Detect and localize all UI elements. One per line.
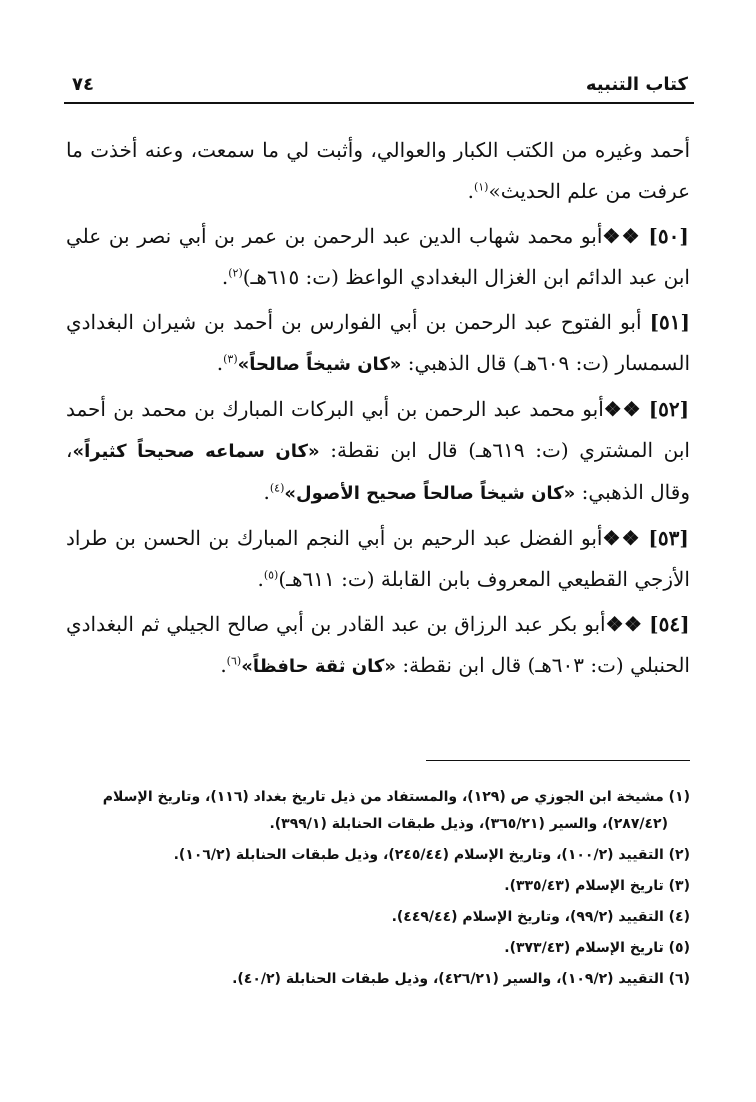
entry-text: أبو محمد عبد الرحمن بن أبي البركات المبارك بن محمد بن أحمد ابن المشتري (ت: ٦١٩هـ) قال ابن نقطة: bbox=[66, 397, 690, 462]
entry-quote: «كان شيخاً صالحاً» bbox=[237, 354, 402, 375]
entry-quote-second: «كان شيخاً صالحاً صحيح الأصول» bbox=[284, 483, 576, 504]
diamond-ornament-icon: ❖❖ bbox=[605, 612, 643, 636]
entry-quote: «كان سماعه صحيحاً كثيراً» bbox=[72, 441, 320, 462]
entry-text: أبو الفضل عبد الرحيم بن أبي النجم المبارك بن الحسن بن طراد الأزجي القطيعي المعروف بابن القابلة (ت: ٦١١هـ) bbox=[66, 526, 690, 591]
entry-text-continued: ، وقال الذهبي: bbox=[66, 438, 690, 504]
header-divider bbox=[64, 102, 694, 104]
footnote-ref: (٣) bbox=[223, 352, 238, 366]
footnote-number: (٢) bbox=[668, 847, 690, 863]
entry-52: [٥٢] ❖❖أبو محمد عبد الرحمن بن أبي البركات المبارك بن محمد بن أحمد ابن المشتري (ت: ٦١٩هـ) قال ابن نقطة: «كان سماعه صحيحاً كثيراً»، وقال الذهبي: «كان شيخاً صالحاً صحيح الأصول»$^{(٤)}$. bbox=[66, 397, 690, 504]
footnote-number: (٥) bbox=[668, 940, 690, 956]
footnote-text-continued: (٢٨٧/٤٢)، والسير (٣٦٥/٢١)، وذيل طبقات الحنابلة (٣٩٩/١). bbox=[269, 816, 668, 832]
intro-paragraph: أحمد وغيره من الكتب الكبار والعوالي، وأثبت لي ما سمعت، وعنه أخذت ما عرفت من علم الحديث»$^{(١)}$. bbox=[66, 138, 690, 203]
footnote-number: (٤) bbox=[668, 909, 690, 925]
entry-quote: «كان ثقة حافظاً» bbox=[241, 656, 397, 677]
entry-51: [٥١] أبو الفتوح عبد الرحمن بن أبي الفوارس بن أحمد بن شيران البغدادي السمسار (ت: ٦٠٩هـ) قال الذهبي: «كان شيخاً صالحاً»$^{(٣)}$. bbox=[66, 310, 690, 375]
entry-text: أبو بكر عبد الرزاق بن عبد القادر بن أبي صالح الجيلي ثم البغدادي الحنبلي (ت: ٦٠٣هـ) قال ابن نقطة: bbox=[66, 612, 690, 677]
footnote-text: مشيخة ابن الجوزي ص (١٢٩)، والمستفاد من ذيل تاريخ بغداد (١١٦)، وتاريخ الإسلام bbox=[102, 789, 664, 805]
diamond-ornament-icon: ❖❖ bbox=[603, 397, 642, 421]
entry-53: [٥٣] ❖❖أبو الفضل عبد الرحيم بن أبي النجم المبارك بن الحسن بن طراد الأزجي القطيعي المعروف بابن القابلة (ت: ٦١١هـ)$^{(٥)}$. bbox=[66, 526, 690, 591]
entry-number: [٥٠] bbox=[648, 224, 689, 248]
footnote-text: التقييد (١٠٠/٢)، وتاريخ الإسلام (٢٤٥/٤٤)، وذيل طبقات الحنابلة (١٠٦/٢). bbox=[173, 847, 664, 863]
footnotes-section bbox=[70, 784, 690, 997]
footnote-ref: (١) bbox=[473, 180, 489, 194]
footnote-divider bbox=[426, 760, 690, 761]
footnote-number: (٣) bbox=[668, 878, 690, 894]
diamond-ornament-icon: ❖❖ bbox=[602, 224, 641, 248]
entry-text: أبو محمد شهاب الدين عبد الرحمن بن عمر بن أبي نصر بن علي ابن عبد الدائم ابن الغزال البغدادي الواعظ (ت: ٦١٥هـ) bbox=[66, 224, 690, 289]
intro-text: أحمد وغيره من الكتب الكبار والعوالي، وأثبت لي ما سمعت، وعنه أخذت ما عرفت من علم الحديث» bbox=[66, 138, 690, 203]
page-header bbox=[64, 70, 694, 104]
entry-number: [٥٢] bbox=[648, 397, 690, 421]
entry-54: [٥٤] ❖❖أبو بكر عبد الرزاق بن عبد القادر بن أبي صالح الجيلي ثم البغدادي الحنبلي (ت: ٦٠٣هـ) قال ابن نقطة: «كان ثقة حافظاً»$^{(٦)}$. bbox=[66, 612, 690, 677]
entry-number: [٥٣] bbox=[648, 526, 689, 550]
footnote-4 bbox=[70, 904, 690, 931]
main-text bbox=[66, 130, 690, 691]
running-title: كتاب التنبيه bbox=[585, 74, 688, 95]
footnote-6 bbox=[70, 966, 690, 993]
footnote-ref: (٦) bbox=[226, 654, 242, 668]
footnote-text: التقييد (٩٩/٢)، وتاريخ الإسلام (٤٤٩/٤٤). bbox=[391, 909, 664, 925]
entry-text: أبو الفتوح عبد الرحمن بن أبي الفوارس بن أحمد بن شيران البغدادي السمسار (ت: ٦٠٩هـ) قال الذهبي: bbox=[66, 310, 690, 375]
footnote-text: تاريخ الإسلام (٣٧٣/٤٣). bbox=[504, 940, 664, 956]
footnote-ref: (٥) bbox=[263, 568, 279, 582]
footnote-text: تاريخ الإسلام (٣٣٥/٤٣). bbox=[504, 878, 664, 894]
diamond-ornament-icon: ❖❖ bbox=[602, 526, 641, 550]
footnote-ref: (٤) bbox=[269, 481, 285, 495]
footnote-3 bbox=[70, 873, 690, 900]
footnote-2 bbox=[70, 842, 690, 869]
entry-50: [٥٠] ❖❖أبو محمد شهاب الدين عبد الرحمن بن عمر بن أبي نصر بن علي ابن عبد الدائم ابن الغزال البغدادي الواعظ (ت: ٦١٥هـ)$^{(٢)}$. bbox=[66, 224, 690, 289]
footnote-number: (١) bbox=[668, 789, 690, 805]
entry-number: [٥١] bbox=[649, 310, 690, 334]
footnote-number: (٦) bbox=[668, 971, 690, 987]
footnote-5 bbox=[70, 935, 690, 962]
footnote-text: التقييد (١٠٩/٢)، والسير (٤٢٦/٢١)، وذيل طبقات الحنابلة (٤٠/٢). bbox=[232, 971, 664, 987]
entry-number: [٥٤] bbox=[649, 612, 690, 636]
footnote-ref: (٢) bbox=[228, 266, 243, 280]
page-number: ٧٤ bbox=[72, 74, 94, 95]
footnote-1 bbox=[70, 784, 690, 838]
